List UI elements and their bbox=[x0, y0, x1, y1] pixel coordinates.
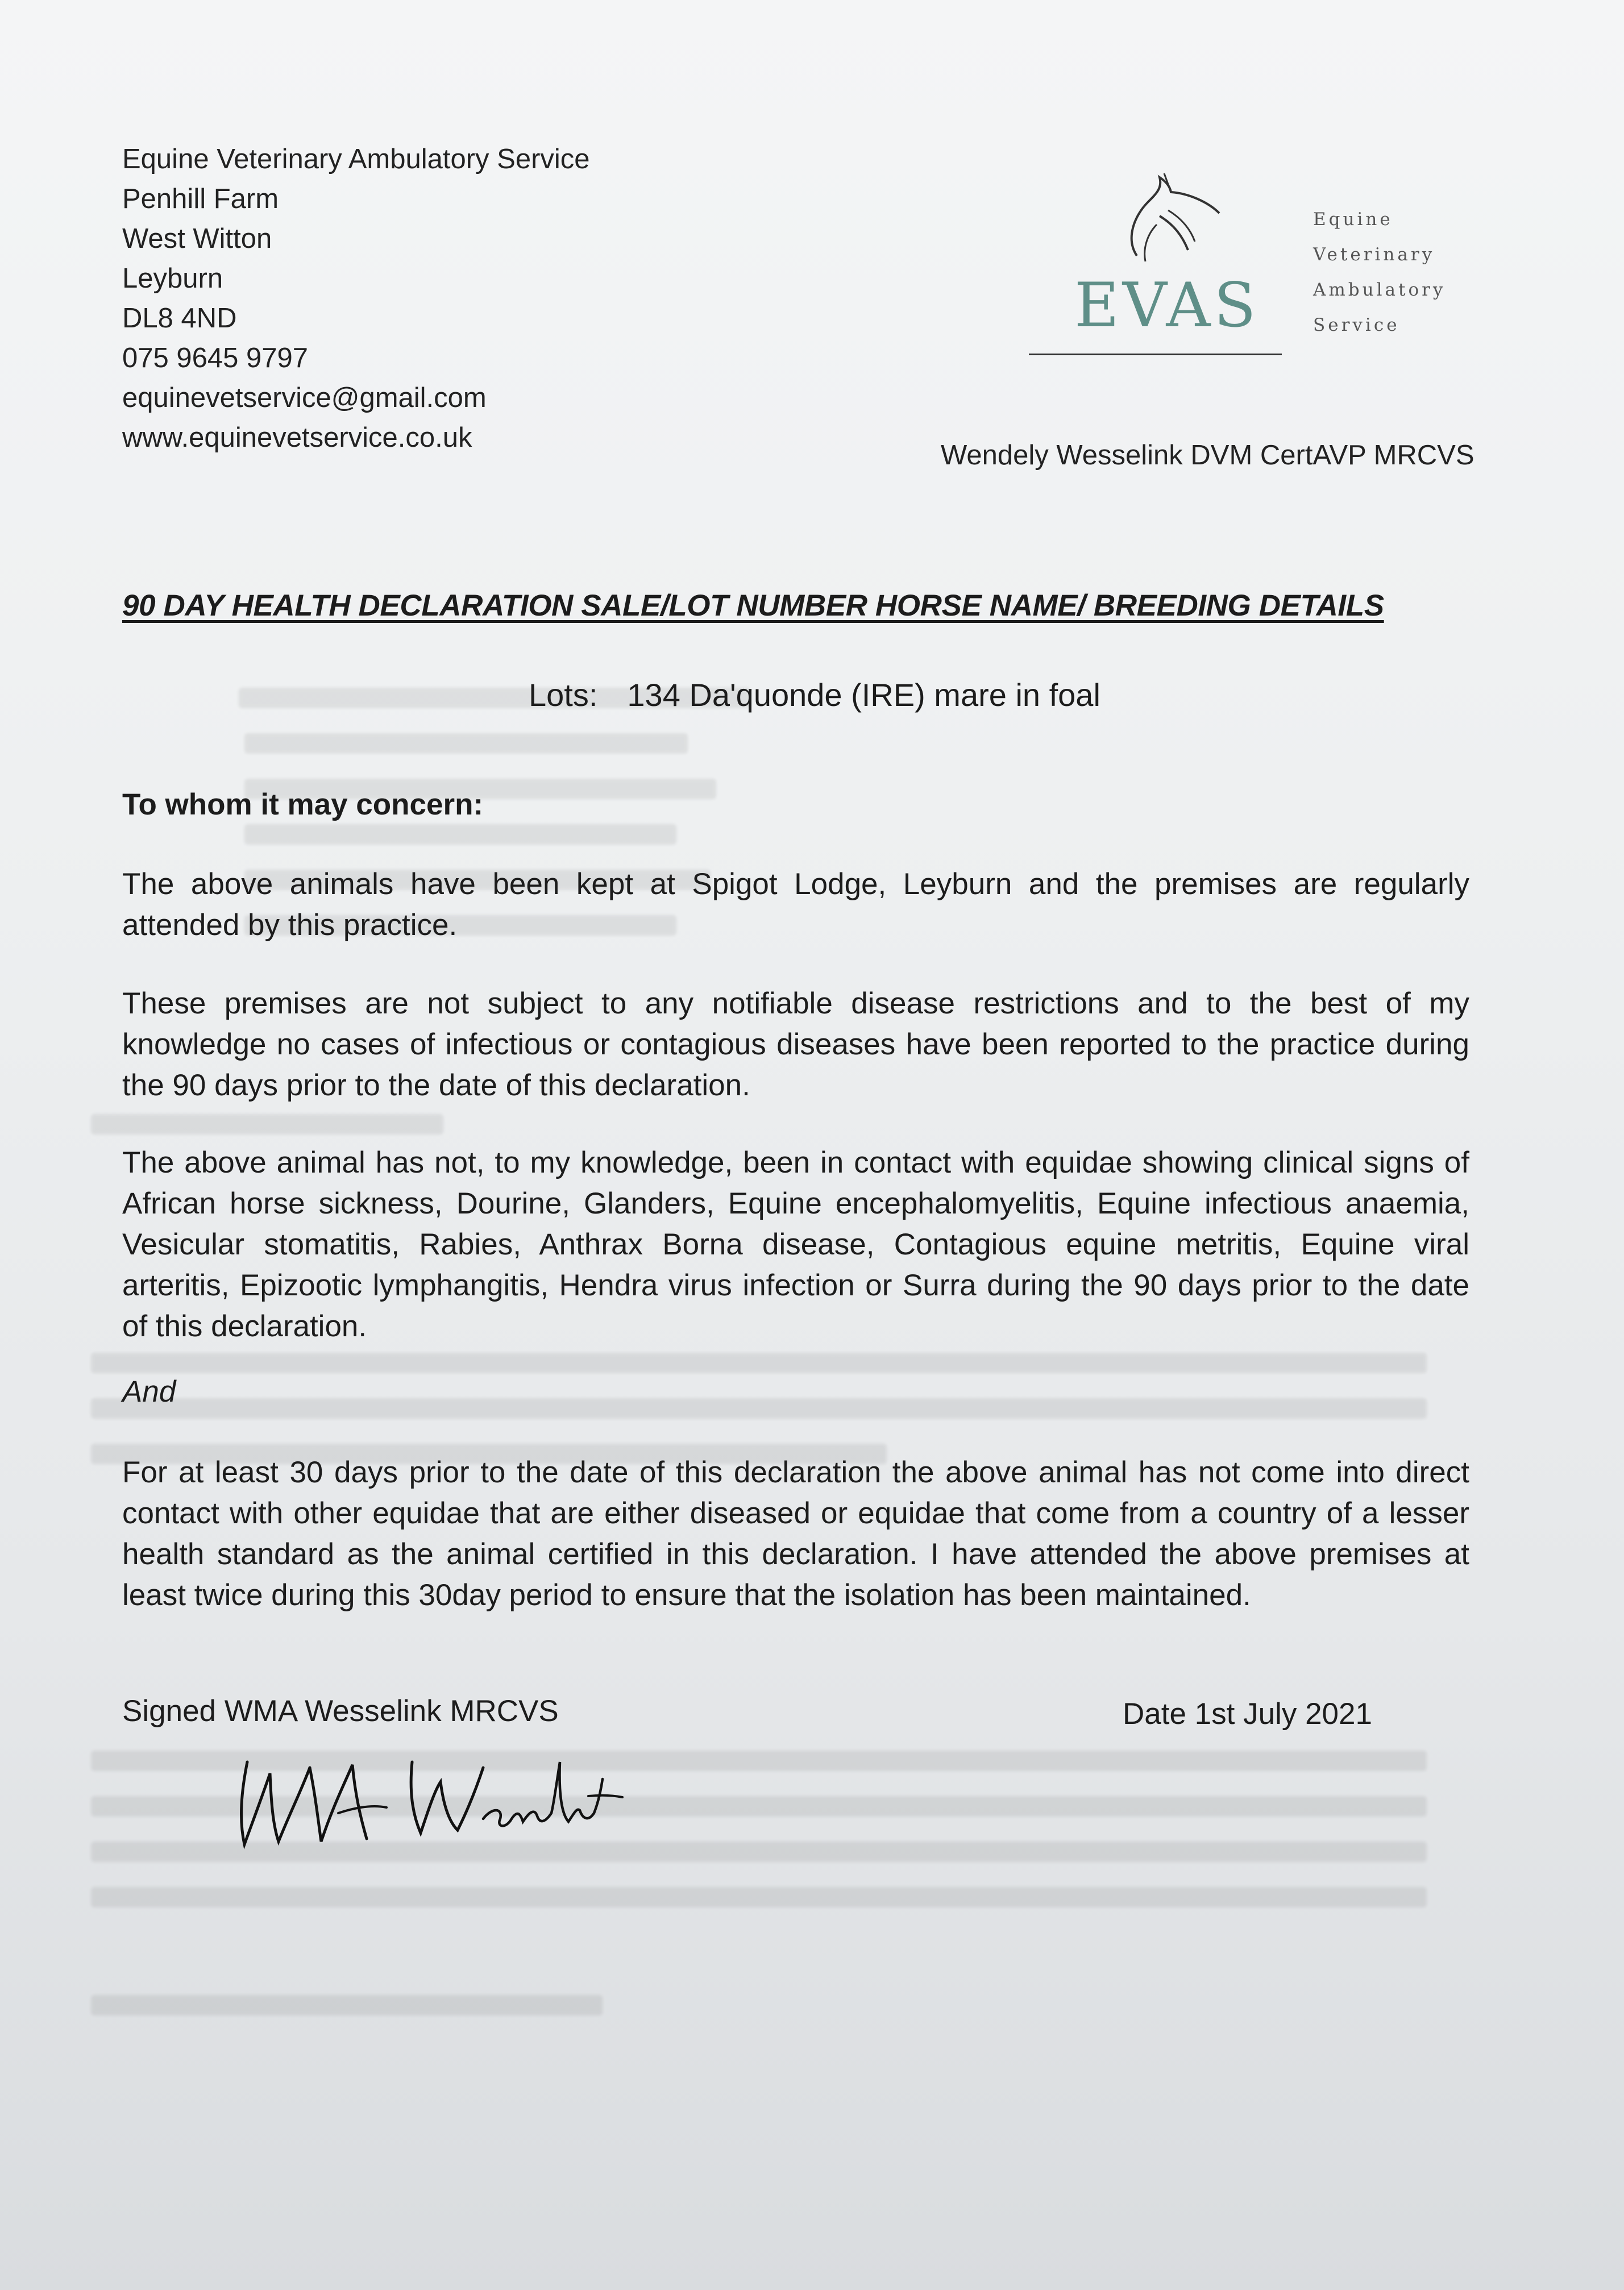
sender-email: equinevetservice@gmail.com bbox=[122, 383, 487, 413]
vet-name: Wendely Wesselink DVM CertAVP MRCVS bbox=[941, 440, 1475, 471]
sender-address-line-1: Penhill Farm bbox=[122, 184, 279, 214]
date-line: Date 1st July 2021 bbox=[1123, 1697, 1372, 1731]
sender-address-line-2: West Witton bbox=[122, 223, 272, 254]
sender-address-block bbox=[122, 139, 590, 458]
document-title: 90 DAY HEALTH DECLARATION SALE/LOT NUMBER HORSE NAME/ BREEDING DETAILS bbox=[122, 589, 1384, 622]
paragraph-isolation: For at least 30 days prior to the date of this declaration the above animal has not come into direct contact with other equidae that are either diseased or equidae that come from a country of a lesser health standard as the animal certified in this declaration. I have attended the above premises at least twice during this 30day period to ensure that the isolation has been maintained. bbox=[122, 1456, 1469, 1612]
sender-website: www.equinevetservice.co.uk bbox=[122, 422, 472, 453]
logo-wordmark: EVAS bbox=[1074, 270, 1260, 341]
logo-subtitle bbox=[1313, 202, 1446, 343]
logo-sub-line: Service bbox=[1313, 315, 1400, 335]
sender-town: Leyburn bbox=[122, 263, 223, 294]
sender-phone: 075 9645 9797 bbox=[122, 343, 308, 373]
signed-line: Signed WMA Wesselink MRCVS bbox=[122, 1694, 559, 1728]
paragraph-premises: The above animals have been kept at Spigot Lodge, Leyburn and the premises are regularly attended by this practice. bbox=[122, 867, 1469, 942]
logo-underline bbox=[1029, 354, 1282, 355]
paragraph-restrictions: These premises are not subject to any notifiable disease restrictions and to the best of my knowledge no cases of infectious or contagious diseases have been reported to the practice during the 90 days prior to the date of this declaration. bbox=[122, 987, 1469, 1102]
and-connector: And bbox=[122, 1375, 176, 1408]
sender-org: Equine Veterinary Ambulatory Service bbox=[122, 144, 590, 174]
logo-sub-line: Veterinary bbox=[1313, 244, 1435, 265]
logo-sub-line: Ambulatory bbox=[1313, 280, 1446, 300]
horse-head-icon bbox=[1103, 171, 1233, 267]
greeting: To whom it may concern: bbox=[122, 788, 484, 821]
lots-label: Lots: bbox=[529, 677, 598, 713]
paragraph-diseases: The above animal has not, to my knowledge, been in contact with equidae showing clinical signs of African horse sickness, Dourine, Glanders, Equine encephalomyelitis, Equine infectious anaemia, Vesicular stomatitis, Rabies, Anthrax Borna disease, Contagious equine metritis, Equine viral arteritis, Epizootic lymphangitis, Hendra virus infection or Surra during the 90 days prior to the date of this declaration. bbox=[122, 1146, 1469, 1343]
sender-postcode: DL8 4ND bbox=[122, 303, 237, 334]
lots-line bbox=[529, 676, 1100, 713]
logo-sub-line: Equine bbox=[1313, 209, 1393, 230]
handwritten-signature bbox=[225, 1728, 634, 1864]
evas-logo bbox=[1029, 171, 1461, 364]
lots-value: 134 Da'quonde (IRE) mare in foal bbox=[627, 677, 1100, 713]
